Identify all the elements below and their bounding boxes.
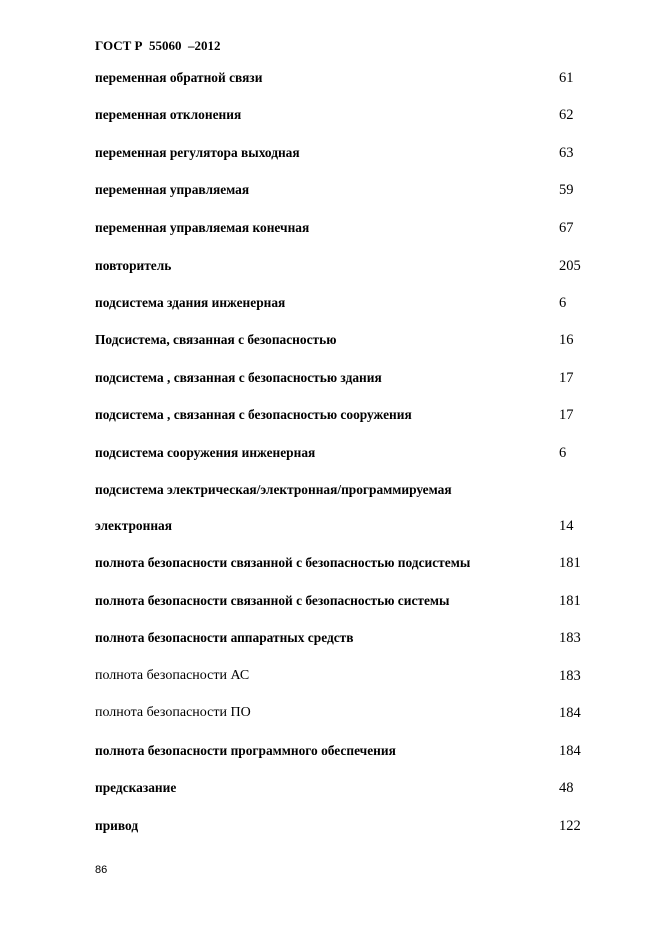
index-term: полнота безопасности АС [95, 668, 250, 683]
index-page-number: 63 [559, 145, 574, 161]
index-page-number: 183 [559, 668, 581, 684]
index-term: электронная [95, 518, 172, 533]
index-page-number: 61 [559, 70, 574, 86]
index-entry [0, 778, 661, 798]
index-entry [0, 666, 661, 686]
index-entry [0, 143, 661, 163]
index-entry [0, 591, 661, 611]
index-page-number: 181 [559, 555, 581, 571]
document-header: ГОСТ Р 55060 –2012 [95, 38, 221, 53]
index-entry [0, 256, 661, 276]
index-page-number: 122 [559, 818, 581, 834]
index-entry [0, 330, 661, 350]
index-entry [0, 180, 661, 200]
index-entry [0, 68, 661, 88]
index-term: предсказание [95, 780, 177, 795]
index-entry [0, 741, 661, 761]
index-term: переменная обратной связи [95, 70, 263, 85]
index-page-number: 17 [559, 370, 574, 386]
index-entry [0, 405, 661, 425]
index-entry [0, 368, 661, 388]
index-page-number: 205 [559, 258, 581, 274]
index-page-number: 181 [559, 593, 581, 609]
index-page-number: 67 [559, 220, 574, 236]
index-entry [0, 293, 661, 313]
index-term: полнота безопасности ПО [95, 705, 251, 720]
index-page-number: 17 [559, 407, 574, 423]
index-entry [0, 703, 661, 723]
footer-page-number: 86 [95, 864, 108, 876]
index-term: подсистема сооружения инженерная [95, 445, 316, 460]
index-term: подсистема электрическая/электронная/программируемая [95, 482, 452, 497]
index-term: переменная управляемая конечная [95, 220, 310, 235]
index-term: полнота безопасности связанной с безопасностью подсистемы [95, 555, 471, 570]
index-page-number: 16 [559, 332, 574, 348]
index-entry [0, 443, 661, 463]
index-term: полнота безопасности аппаратных средств [95, 630, 354, 645]
index-entry [0, 218, 661, 238]
index-term: привод [95, 818, 139, 833]
index-term: Подсистема, связанная с безопасностью [95, 332, 337, 347]
index-page-number: 62 [559, 107, 574, 123]
index-page-number: 184 [559, 705, 581, 721]
index-term: подсистема , связанная с безопасностью сооружения [95, 407, 412, 422]
index-term: повторитель [95, 258, 172, 273]
index-entry [0, 516, 661, 536]
index-term: полнота безопасности связанной с безопасностью системы [95, 593, 450, 608]
index-term: переменная управляемая [95, 182, 250, 197]
index-term: полнота безопасности программного обеспечения [95, 743, 396, 758]
index-term: подсистема здания инженерная [95, 295, 286, 310]
index-entry [0, 816, 661, 836]
index-entry [0, 628, 661, 648]
index-entry [0, 105, 661, 125]
index-page-number: 48 [559, 780, 574, 796]
index-page-number: 184 [559, 743, 581, 759]
index-term: подсистема , связанная с безопасностью здания [95, 370, 382, 385]
index-term: переменная отклонения [95, 107, 242, 122]
index-page-number: 14 [559, 518, 574, 534]
index-page-number: 183 [559, 630, 581, 646]
index-term: переменная регулятора выходная [95, 145, 300, 160]
index-page-number: 6 [559, 295, 567, 311]
index-entry [0, 480, 661, 500]
index-page-number: 6 [559, 445, 567, 461]
index-page-number: 59 [559, 182, 574, 198]
index-entry [0, 553, 661, 573]
